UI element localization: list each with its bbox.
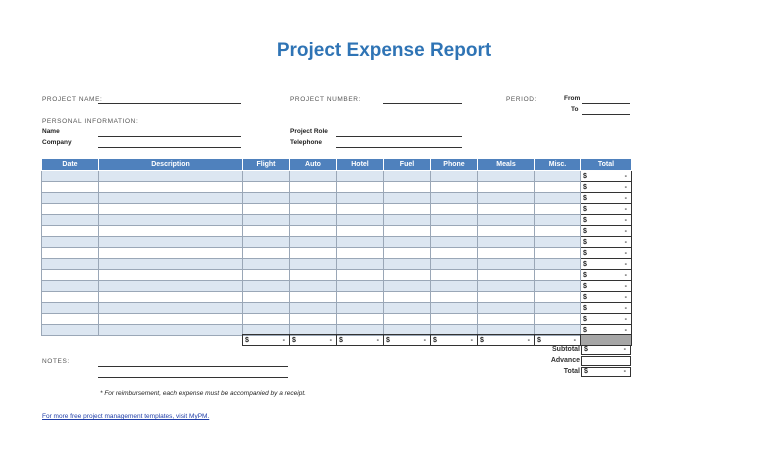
cell-description[interactable] (99, 303, 243, 314)
row-total-value: - (624, 271, 627, 279)
cell-flight[interactable] (243, 215, 290, 226)
expense-table (41, 158, 632, 336)
name-field[interactable] (98, 136, 241, 137)
table-row (42, 270, 632, 281)
cell-meals[interactable] (478, 204, 535, 215)
column-header-description: Description (99, 159, 243, 171)
row-total-currency: $ (583, 227, 587, 235)
table-row (42, 314, 632, 325)
row-total-currency: $ (583, 260, 587, 268)
cell-auto[interactable] (290, 314, 337, 325)
row-total-cell (581, 226, 632, 237)
cell-auto[interactable] (290, 182, 337, 193)
row-total-cell (581, 237, 632, 248)
row-total-cell (581, 314, 632, 325)
column-total-auto (290, 335, 337, 346)
personal-info-label: PERSONAL INFORMATION: (42, 118, 139, 125)
column-total-currency: $ (245, 336, 249, 344)
cell-misc[interactable] (535, 215, 581, 226)
table-row (42, 193, 632, 204)
cell-hotel[interactable] (337, 248, 384, 259)
row-total-value: - (624, 249, 627, 257)
cell-date[interactable] (42, 303, 99, 314)
notes-line-1[interactable] (98, 366, 288, 367)
period-to-label: To (571, 106, 579, 113)
cell-description[interactable] (99, 226, 243, 237)
footer-link[interactable]: For more free project management templates, visit MyPM. (42, 413, 210, 420)
project-name-label: PROJECT NAME: (42, 96, 103, 103)
report-title: Project Expense Report (276, 40, 492, 61)
cell-flight[interactable] (243, 292, 290, 303)
row-total-currency: $ (583, 326, 587, 334)
cell-phone[interactable] (431, 248, 478, 259)
cell-date[interactable] (42, 270, 99, 281)
subtotal-label: Subtotal (552, 346, 580, 353)
column-total-value: - (527, 336, 530, 344)
cell-meals[interactable] (478, 171, 535, 182)
cell-phone[interactable] (431, 215, 478, 226)
cell-hotel[interactable] (337, 182, 384, 193)
row-total-cell (581, 215, 632, 226)
row-total-value: - (624, 304, 627, 312)
cell-date[interactable] (42, 292, 99, 303)
cell-meals[interactable] (478, 182, 535, 193)
cell-flight[interactable] (243, 182, 290, 193)
table-row (42, 248, 632, 259)
row-total-currency: $ (583, 249, 587, 257)
cell-date[interactable] (42, 237, 99, 248)
cell-auto[interactable] (290, 204, 337, 215)
cell-hotel[interactable] (337, 292, 384, 303)
notes-line-2[interactable] (98, 377, 288, 378)
row-total-cell (581, 204, 632, 215)
cell-fuel[interactable] (384, 171, 431, 182)
row-total-cell (581, 171, 632, 182)
cell-hotel[interactable] (337, 303, 384, 314)
cell-fuel[interactable] (384, 237, 431, 248)
column-header-date: Date (42, 159, 99, 171)
cell-misc[interactable] (535, 303, 581, 314)
cell-auto[interactable] (290, 270, 337, 281)
advance-value[interactable] (581, 356, 631, 366)
telephone-label: Telephone (290, 139, 323, 146)
cell-date[interactable] (42, 226, 99, 237)
cell-flight[interactable] (243, 171, 290, 182)
column-total-currency: $ (480, 336, 484, 344)
cell-auto[interactable] (290, 193, 337, 204)
table-row (42, 182, 632, 193)
cell-auto[interactable] (290, 259, 337, 270)
cell-phone[interactable] (431, 259, 478, 270)
cell-misc[interactable] (535, 292, 581, 303)
row-total-currency: $ (583, 304, 587, 312)
cell-date[interactable] (42, 182, 99, 193)
cell-misc[interactable] (535, 193, 581, 204)
cell-description[interactable] (99, 182, 243, 193)
cell-flight[interactable] (243, 281, 290, 292)
row-total-value: - (624, 315, 627, 323)
project-name-field[interactable] (98, 103, 241, 104)
column-total-currency: $ (292, 336, 296, 344)
cell-auto[interactable] (290, 248, 337, 259)
row-total-cell (581, 281, 632, 292)
row-total-currency: $ (583, 216, 587, 224)
cell-fuel[interactable] (384, 270, 431, 281)
cell-phone[interactable] (431, 270, 478, 281)
cell-flight[interactable] (243, 303, 290, 314)
cell-fuel[interactable] (384, 292, 431, 303)
cell-misc[interactable] (535, 182, 581, 193)
cell-description[interactable] (99, 248, 243, 259)
row-total-cell (581, 292, 632, 303)
cell-description[interactable] (99, 171, 243, 182)
cell-description[interactable] (99, 259, 243, 270)
row-total-currency: $ (583, 238, 587, 246)
cell-hotel[interactable] (337, 259, 384, 270)
cell-meals[interactable] (478, 259, 535, 270)
cell-date[interactable] (42, 314, 99, 325)
cell-meals[interactable] (478, 226, 535, 237)
row-total-currency: $ (583, 271, 587, 279)
row-total-cell (581, 303, 632, 314)
total-value (581, 367, 631, 377)
table-row (42, 259, 632, 270)
cell-misc[interactable] (535, 248, 581, 259)
cell-phone[interactable] (431, 171, 478, 182)
advance-label: Advance (550, 357, 580, 364)
cell-meals[interactable] (478, 281, 535, 292)
cell-misc[interactable] (535, 281, 581, 292)
column-header-phone: Phone (431, 159, 478, 171)
cell-hotel[interactable] (337, 215, 384, 226)
cell-auto[interactable] (290, 303, 337, 314)
cell-hotel[interactable] (337, 237, 384, 248)
cell-description[interactable] (99, 325, 243, 336)
project-role-label: Project Role (290, 128, 328, 135)
cell-phone[interactable] (431, 292, 478, 303)
cell-hotel[interactable] (337, 226, 384, 237)
cell-description[interactable] (99, 292, 243, 303)
period-label: PERIOD: (506, 96, 537, 103)
cell-phone[interactable] (431, 303, 478, 314)
cell-date[interactable] (42, 259, 99, 270)
company-label: Company (42, 139, 72, 146)
row-total-value: - (624, 172, 627, 180)
cell-flight[interactable] (243, 204, 290, 215)
cell-flight[interactable] (243, 226, 290, 237)
table-row (42, 226, 632, 237)
cell-misc[interactable] (535, 204, 581, 215)
cell-hotel[interactable] (337, 281, 384, 292)
project-role-field[interactable] (336, 136, 462, 137)
row-total-value: - (624, 194, 627, 202)
column-header-fuel: Fuel (384, 159, 431, 171)
cell-meals[interactable] (478, 270, 535, 281)
row-total-value: - (624, 183, 627, 191)
period-from-label: From (564, 95, 581, 102)
column-total-phone (431, 335, 478, 346)
cell-flight[interactable] (243, 237, 290, 248)
row-total-currency: $ (583, 205, 587, 213)
cell-fuel[interactable] (384, 204, 431, 215)
cell-misc[interactable] (535, 259, 581, 270)
table-row (42, 237, 632, 248)
cell-misc[interactable] (535, 171, 581, 182)
column-totals-row (242, 334, 632, 346)
total-currency: $ (584, 368, 588, 375)
cell-meals[interactable] (478, 303, 535, 314)
cell-fuel[interactable] (384, 182, 431, 193)
telephone-field[interactable] (336, 147, 462, 148)
column-total-fuel (384, 335, 431, 346)
cell-description[interactable] (99, 237, 243, 248)
table-row (42, 171, 632, 182)
row-total-currency: $ (583, 183, 587, 191)
column-total-currency: $ (339, 336, 343, 344)
table-row (42, 215, 632, 226)
cell-phone[interactable] (431, 281, 478, 292)
cell-fuel[interactable] (384, 314, 431, 325)
column-total-currency: $ (433, 336, 437, 344)
cell-misc[interactable] (535, 226, 581, 237)
cell-fuel[interactable] (384, 193, 431, 204)
column-total-value: - (423, 336, 426, 344)
row-total-cell (581, 193, 632, 204)
cell-meals[interactable] (478, 314, 535, 325)
subtotal-amount: - (623, 346, 626, 353)
table-row (42, 292, 632, 303)
column-total-misc (535, 335, 581, 346)
project-number-field[interactable] (383, 103, 462, 104)
cell-description[interactable] (99, 314, 243, 325)
cell-description[interactable] (99, 215, 243, 226)
table-header-row (42, 159, 632, 171)
notes-label: NOTES: (42, 358, 70, 365)
subtotal-value (581, 345, 631, 355)
cell-flight[interactable] (243, 270, 290, 281)
cell-auto[interactable] (290, 281, 337, 292)
row-total-value: - (624, 238, 627, 246)
cell-fuel[interactable] (384, 259, 431, 270)
row-total-value: - (624, 205, 627, 213)
row-total-value: - (624, 227, 627, 235)
cell-misc[interactable] (535, 237, 581, 248)
cell-date[interactable] (42, 204, 99, 215)
row-total-value: - (624, 326, 627, 334)
cell-description[interactable] (99, 270, 243, 281)
total-label: Total (563, 368, 580, 375)
column-header-meals: Meals (478, 159, 535, 171)
column-header-auto: Auto (290, 159, 337, 171)
name-label: Name (42, 128, 60, 135)
receipt-footnote: * For reimbursement, each expense must be accompanied by a receipt. (100, 390, 306, 397)
column-total-value: - (470, 336, 473, 344)
cell-fuel[interactable] (384, 215, 431, 226)
row-total-value: - (624, 293, 627, 301)
column-total-hotel (337, 335, 384, 346)
cell-hotel[interactable] (337, 314, 384, 325)
cell-auto[interactable] (290, 226, 337, 237)
column-total-flight (243, 335, 290, 346)
cell-misc[interactable] (535, 270, 581, 281)
column-total-currency: $ (537, 336, 541, 344)
cell-hotel[interactable] (337, 270, 384, 281)
row-total-cell (581, 270, 632, 281)
column-total-currency: $ (386, 336, 390, 344)
row-total-cell (581, 182, 632, 193)
column-total-value: - (573, 336, 576, 344)
cell-meals[interactable] (478, 248, 535, 259)
cell-hotel[interactable] (337, 171, 384, 182)
cell-phone[interactable] (431, 237, 478, 248)
cell-misc[interactable] (535, 314, 581, 325)
project-number-label: PROJECT NUMBER: (290, 96, 361, 103)
cell-auto[interactable] (290, 171, 337, 182)
cell-hotel[interactable] (337, 204, 384, 215)
table-row (42, 281, 632, 292)
row-total-currency: $ (583, 315, 587, 323)
cell-date[interactable] (42, 215, 99, 226)
cell-phone[interactable] (431, 182, 478, 193)
cell-phone[interactable] (431, 314, 478, 325)
cell-date[interactable] (42, 248, 99, 259)
cell-description[interactable] (99, 281, 243, 292)
cell-hotel[interactable] (337, 193, 384, 204)
cell-phone[interactable] (431, 226, 478, 237)
cell-auto[interactable] (290, 292, 337, 303)
row-total-value: - (624, 216, 627, 224)
column-header-misc: Misc. (535, 159, 581, 171)
cell-fuel[interactable] (384, 248, 431, 259)
row-total-value: - (624, 260, 627, 268)
column-total-meals (478, 335, 535, 346)
cell-fuel[interactable] (384, 281, 431, 292)
cell-flight[interactable] (243, 248, 290, 259)
cell-flight[interactable] (243, 193, 290, 204)
cell-phone[interactable] (431, 204, 478, 215)
subtotal-currency: $ (584, 346, 588, 353)
row-total-currency: $ (583, 172, 587, 180)
cell-phone[interactable] (431, 193, 478, 204)
period-to-field[interactable] (582, 114, 630, 115)
cell-date[interactable] (42, 325, 99, 336)
row-total-currency: $ (583, 194, 587, 202)
cell-auto[interactable] (290, 237, 337, 248)
table-row (42, 204, 632, 215)
cell-description[interactable] (99, 193, 243, 204)
table-row (42, 303, 632, 314)
column-total-value: - (376, 336, 379, 344)
column-total-value: - (282, 336, 285, 344)
cell-fuel[interactable] (384, 303, 431, 314)
cell-date[interactable] (42, 281, 99, 292)
cell-flight[interactable] (243, 259, 290, 270)
cell-date[interactable] (42, 171, 99, 182)
cell-meals[interactable] (478, 193, 535, 204)
row-total-cell (581, 248, 632, 259)
cell-meals[interactable] (478, 237, 535, 248)
column-header-total: Total (581, 159, 632, 171)
column-total-value: - (329, 336, 332, 344)
row-total-value: - (624, 282, 627, 290)
cell-auto[interactable] (290, 215, 337, 226)
cell-fuel[interactable] (384, 226, 431, 237)
row-total-currency: $ (583, 282, 587, 290)
period-from-field[interactable] (582, 103, 630, 104)
row-total-currency: $ (583, 293, 587, 301)
company-field[interactable] (98, 147, 241, 148)
grand-total-placeholder (581, 335, 632, 346)
cell-description[interactable] (99, 204, 243, 215)
total-amount: - (623, 368, 626, 375)
row-total-cell (581, 259, 632, 270)
cell-meals[interactable] (478, 215, 535, 226)
cell-flight[interactable] (243, 314, 290, 325)
cell-meals[interactable] (478, 292, 535, 303)
column-header-hotel: Hotel (337, 159, 384, 171)
cell-date[interactable] (42, 193, 99, 204)
column-header-flight: Flight (243, 159, 290, 171)
